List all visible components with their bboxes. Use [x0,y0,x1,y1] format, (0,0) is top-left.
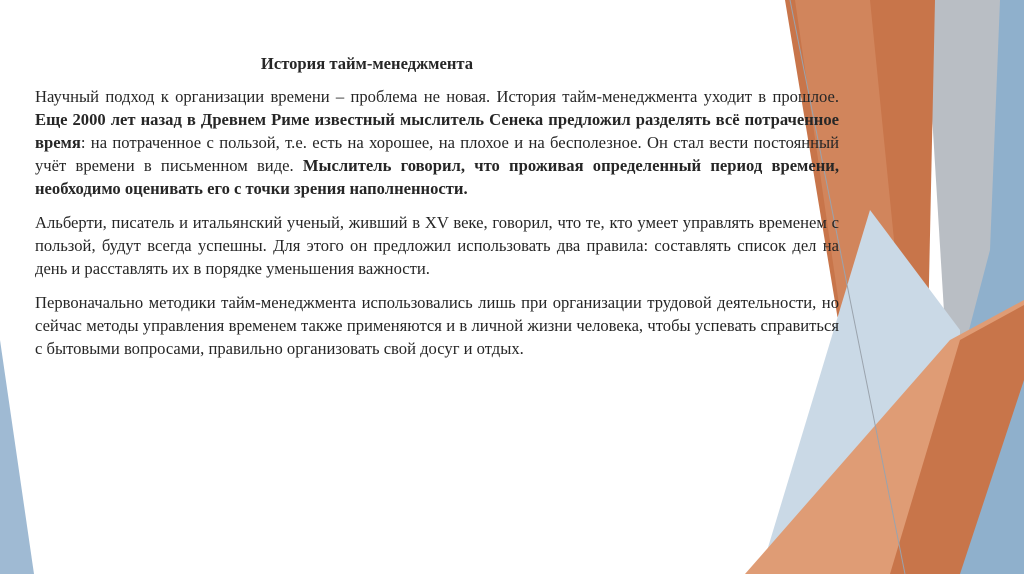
paragraph-methods: Первоначально методики тайм-менеджмента использовались лишь при организации трудовой деятельности, но сейчас методы управления временем также применяются и в личной жизни человека, чтобы успевать справиться с бытовыми вопросами, правильно организовать свой досуг и отдых. [35,293,839,358]
paragraph-seneca-text-1: Научный подход к организации времени – проблема не новая. История тайм-менеджмента уходит в прошлое. [35,87,839,106]
paragraph-seneca-text-2: : на потраченное с пользой, т.е. есть на хорошее, на плохое и на бесполезное. Он стал вести постоянный учёт времени в письменном виде. [35,133,839,175]
left-blue-shape [0,340,34,574]
slide-content [35,52,839,371]
paragraph-alberti: Альберти, писатель и итальянский ученый, живший в XV веке, говорил, что те, кто умеет управлять временем с пользой, будут всегда успешны. Для этого он предложил использовать два правила: составлять список дел на день и расставлять их в порядке уменьшения важности. [35,213,839,278]
paragraph-seneca-bold-1: Еще 2000 лет назад в Древнем Риме известный мыслитель Сенека предложил разделять всё потраченное время [35,110,839,152]
paragraph-seneca-bold-2: Мыслитель говорил, что проживая определенный период времени, необходимо оценивать его с точки зрения наполненности. [35,156,839,198]
slide-title: История тайм-менеджмента [260,54,474,73]
paragraph-seneca [35,85,839,200]
